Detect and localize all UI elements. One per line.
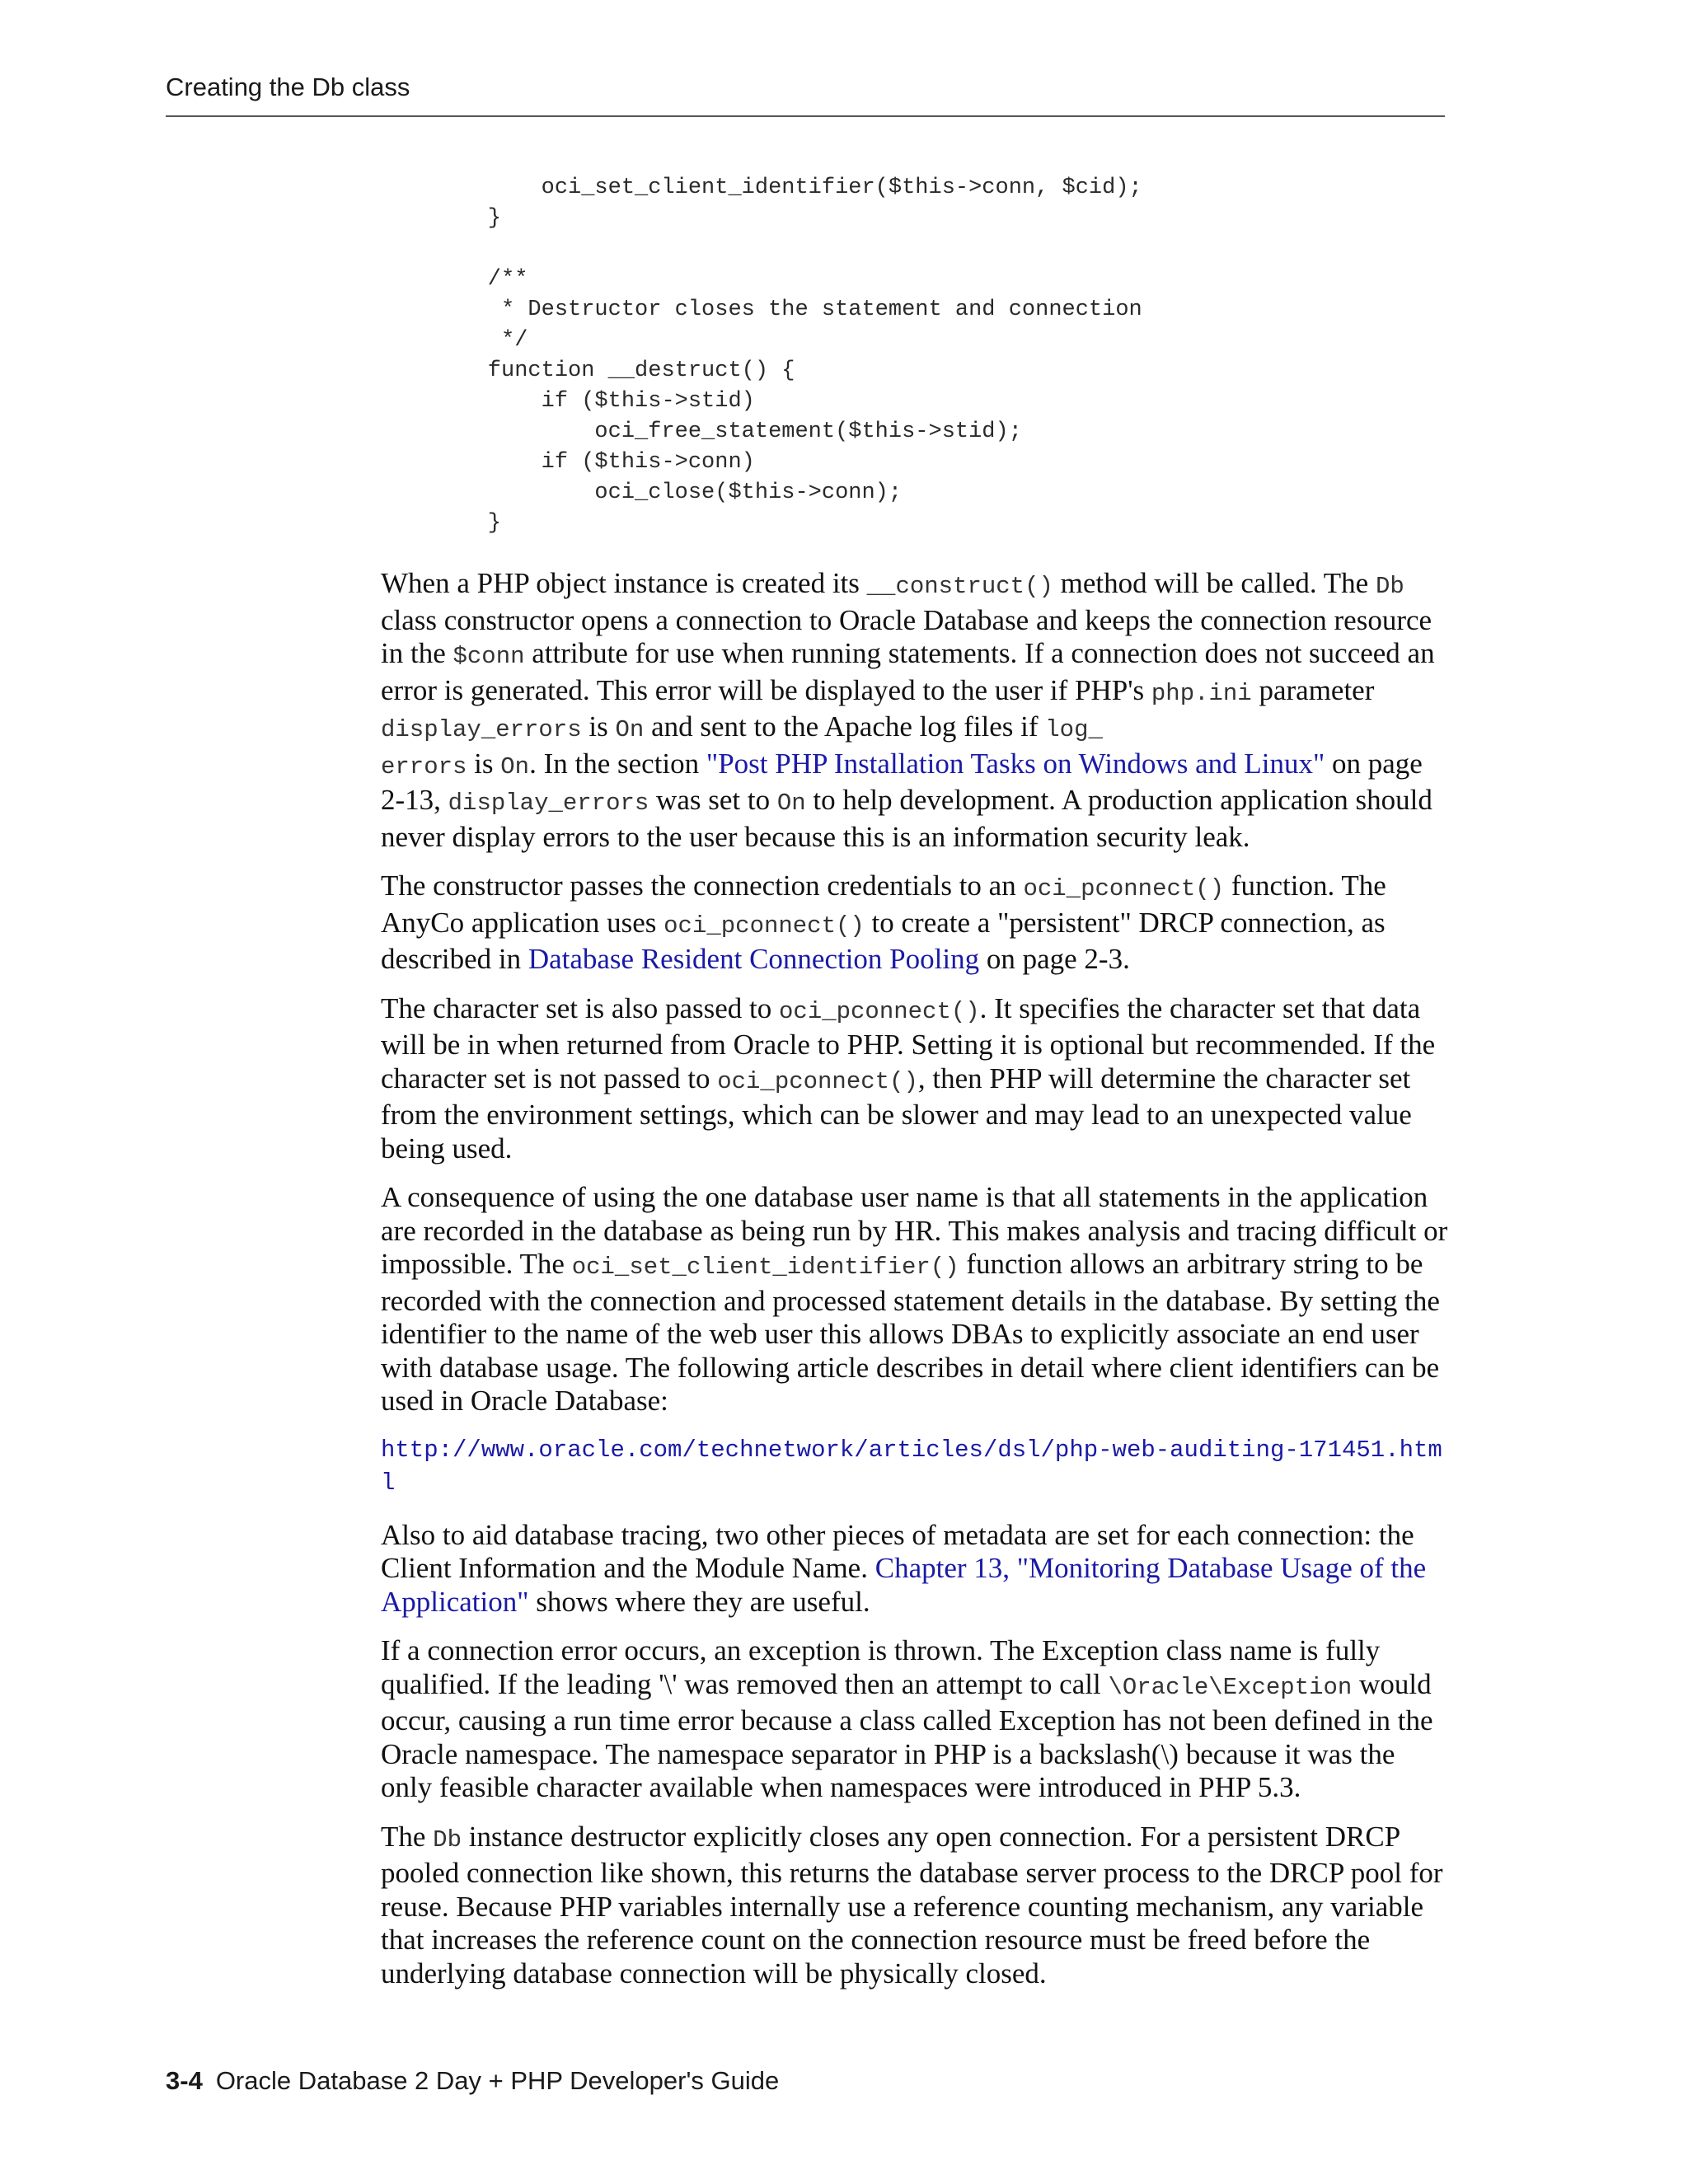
code-line: function __destruct() { bbox=[434, 359, 795, 383]
inline-code: \Oracle\Exception bbox=[1108, 1673, 1353, 1701]
text: was set to bbox=[649, 784, 777, 816]
text: to help development. A production application should never display errors to the user because this is an information security leak. bbox=[381, 784, 1432, 853]
inline-code: On bbox=[500, 752, 530, 780]
text: and sent to the Apache log files if bbox=[644, 710, 1046, 743]
code-line: oci_set_client_identifier($this->conn, $cid); bbox=[434, 176, 1142, 200]
code-block bbox=[434, 173, 1142, 539]
inline-code: Db bbox=[433, 1825, 462, 1854]
text: A consequence of using the one database user name is that all statements in the application are recorded in the database as being run by HR. This makes analysis and tracing difficult or impossible. The bbox=[381, 1181, 1448, 1280]
text: attribute for use when running statements. If a connection does not succeed an error is generated. This error will be displayed to the user if PHP's bbox=[381, 637, 1435, 706]
text: on page 2-13, bbox=[381, 747, 1423, 816]
code-line: oci_free_statement($this->stid); bbox=[434, 419, 1022, 444]
inline-code: On bbox=[776, 790, 806, 817]
text: function allows an arbitrary string to be recorded with the connection and processed statement details in the database. By setting the identifier to the name of the web user this allows DBAs to explicitly associate an end user with database usage. The following article describes in detail where client identifiers can be used in Oracle Database: bbox=[381, 1248, 1440, 1417]
inline-code: __construct() bbox=[866, 573, 1053, 600]
code-line: /** bbox=[434, 267, 528, 292]
code-line bbox=[434, 234, 1142, 265]
inline-code: On bbox=[615, 716, 645, 743]
inline-code: oci_pconnect() bbox=[779, 997, 980, 1025]
paragraph-metadata bbox=[381, 1519, 1448, 1619]
code-line: if ($this->stid) bbox=[434, 389, 755, 414]
text: . In the section bbox=[529, 747, 706, 780]
paragraph-client-identifier bbox=[381, 1181, 1448, 1418]
inline-code: $conn bbox=[452, 643, 525, 670]
inline-code: oci_pconnect() bbox=[663, 912, 865, 940]
code-line: oci_close($this->conn); bbox=[434, 480, 903, 505]
text: shows where they are useful. bbox=[528, 1585, 870, 1618]
text: is bbox=[581, 710, 616, 743]
article-url-link-continued[interactable]: l bbox=[381, 1469, 396, 1497]
header-divider bbox=[166, 115, 1445, 117]
text: would occur, causing a run time error because a class called Exception has not been defined in the Oracle namespace. The namespace separator in PHP is a backslash(\) because it was the only feasible character available when namespaces were introduced in PHP 5.3. bbox=[381, 1667, 1433, 1803]
code-line: if ($this->conn) bbox=[434, 450, 755, 475]
text: . It specifies the character set that data will be in when returned from Oracle to PHP. Setting it is optional but recommended. If the character set is not passed to bbox=[381, 991, 1436, 1094]
paragraph-exception bbox=[381, 1634, 1448, 1805]
text: instance destructor explicitly closes any open connection. For a persistent DRCP pooled connection like shown, this returns the database server process to the DRCP pool for reuse. Because PHP variables internally use a reference counting mechanism, any variable that increases the reference count on the connection resource must be freed before the underlying database connection will be physically closed. bbox=[381, 1820, 1443, 1990]
book-title: Oracle Database 2 Day + PHP Developer's Guide bbox=[215, 2066, 780, 2095]
paragraph-constructor bbox=[381, 869, 1448, 977]
paragraph-url bbox=[381, 1434, 1448, 1501]
paragraph-character-set bbox=[381, 992, 1448, 1166]
inline-code: oci_pconnect() bbox=[717, 1067, 918, 1095]
paragraph-construct bbox=[381, 567, 1448, 854]
link-chapter-13[interactable]: Chapter 13, "Monitoring Database Usage of the Application" bbox=[381, 1552, 1427, 1618]
page-number: 3-4 bbox=[166, 2066, 203, 2095]
inline-code: oci_pconnect() bbox=[1023, 875, 1225, 902]
inline-code: errors bbox=[381, 752, 467, 780]
page-footer bbox=[166, 2066, 779, 2096]
text: class constructor opens a connection to Oracle Database and keeps the connection resource in the bbox=[381, 603, 1432, 669]
text: parameter bbox=[1251, 673, 1375, 706]
text: The bbox=[381, 1820, 434, 1853]
inline-code: log_ bbox=[1045, 716, 1103, 743]
text: method will be called. The bbox=[1053, 567, 1376, 599]
inline-code: display_errors bbox=[381, 716, 582, 743]
text: function. The AnyCo application uses bbox=[381, 869, 1386, 939]
text: When a PHP object instance is created its bbox=[381, 567, 867, 599]
text: Also to aid database tracing, two other pieces of metadata are set for each connection: the Client Information and the Module Name. bbox=[381, 1518, 1414, 1584]
article-url-link[interactable]: http://www.oracle.com/technetwork/articles/dsl/php-web-auditing-171451.htm bbox=[381, 1436, 1442, 1464]
text: , then PHP will determine the character set from the environment settings, which can be slower and may lead to an unexpected value being used. bbox=[381, 1062, 1412, 1165]
text: is bbox=[467, 747, 501, 780]
text: The constructor passes the connection credentials to an bbox=[381, 869, 1024, 902]
paragraph-destructor bbox=[381, 1821, 1448, 1991]
link-drcp[interactable]: Database Resident Connection Pooling bbox=[528, 943, 980, 975]
text: The character set is also passed to bbox=[381, 991, 780, 1024]
text: If a connection error occurs, an exception is thrown. The Exception class name is fully qualified. If the leading '\' was removed then an attempt to call bbox=[381, 1634, 1381, 1700]
inline-code: php.ini bbox=[1151, 679, 1252, 707]
inline-code: Db bbox=[1375, 573, 1404, 600]
code-line: * Destructor closes the statement and connection bbox=[434, 298, 1142, 322]
code-line: } bbox=[434, 206, 502, 231]
running-header: Creating the Db class bbox=[166, 73, 410, 101]
code-line: } bbox=[434, 511, 502, 536]
text: on page 2-3. bbox=[979, 943, 1130, 975]
link-post-php-installation[interactable]: "Post PHP Installation Tasks on Windows and Linux" bbox=[706, 747, 1325, 780]
text: to create a "persistent" DRCP connection, as described in bbox=[381, 906, 1386, 975]
body-text bbox=[381, 567, 1448, 2006]
code-line: */ bbox=[434, 328, 528, 353]
inline-code: oci_set_client_identifier() bbox=[571, 1254, 959, 1281]
inline-code: display_errors bbox=[448, 790, 649, 817]
